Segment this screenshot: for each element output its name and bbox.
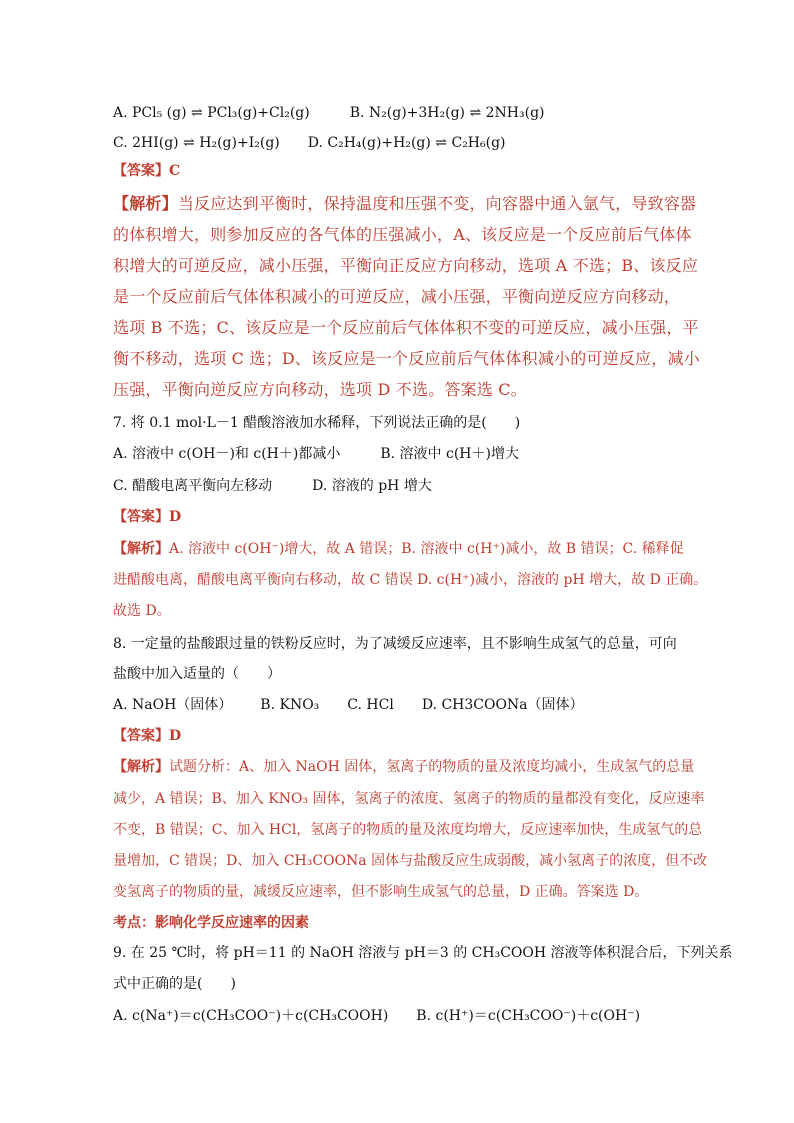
answer-value: D: [169, 728, 182, 744]
explanation-text: 试题分析：A、加入 NaOH 固体，氢离子的物质的量及浓度均减小，生成氢气的总量: [169, 759, 695, 775]
explanation-tag: 【解析】: [113, 759, 169, 775]
q6-expl-line-5: 衡不移动，选项 C 选；D、该反应是一个反应前后气体体积减小的可逆反应，减小: [113, 349, 700, 368]
q8-option-a: A. NaOH（固体）: [113, 697, 233, 713]
q6-expl-line-0: [113, 196, 696, 212]
q9-stem-line-2: 式中正确的是( ): [113, 976, 236, 992]
q8-expl-line-1: 减少，A 错误；B、加入 KNO₃ 固体，氢离子的浓度、氢离子的物质的量都没有变化，反应速率: [113, 791, 705, 807]
answer-value: C: [169, 163, 181, 179]
q9-stem-line-1: 9. 在 25 ℃时，将 pH＝11 的 NaOH 溶液与 pH＝3 的 CH₃COOH 溶液等体积混合后，下列关系: [113, 945, 733, 961]
q9-option-a: A. c(Na⁺)＝c(CH₃COO⁻)＋c(CH₃COOH): [113, 1008, 389, 1024]
q7-expl-line-2: 故选 D。: [113, 603, 171, 619]
q6-option-c: C. 2HI(g) ⇌ H₂(g)+I₂(g): [113, 135, 280, 151]
q7-option-a: A. 溶液中 c(OH－)和 c(H＋)都减小: [113, 446, 341, 462]
q7-answer: [113, 510, 181, 524]
answer-tag: 【答案】: [113, 728, 169, 744]
q7-option-row-2: [113, 479, 432, 493]
q8-option-c: C. HCl: [347, 697, 394, 713]
explanation-text: A. 溶液中 c(OH⁻)增大，故 A 错误；B. 溶液中 c(H⁺)减小，故 B 错误；C. 稀释促: [169, 541, 684, 557]
q6-expl-line-1: 的体积增大，则参加反应的各气体的压强减小，A、该反应是一个反应前后气体体: [113, 225, 692, 244]
q8-option-d: D. CH3COONa（固体）: [421, 697, 584, 713]
q6-option-b: B. N₂(g)+3H₂(g) ⇌ 2NH₃(g): [349, 105, 545, 121]
explanation-text: 当反应达到平衡时，保持温度和压强不变，向容器中通入氩气，导致容器: [177, 194, 697, 213]
answer-tag: 【答案】: [113, 509, 169, 525]
q6-answer: [113, 164, 180, 178]
q6-option-d: D. C₂H₄(g)+H₂(g) ⇌ C₂H₆(g): [307, 135, 506, 151]
explanation-tag: 【解析】: [113, 194, 178, 213]
answer-tag: 【答案】: [113, 163, 169, 179]
q6-option-a: A. PCl₅ (g) ⇌ PCl₃(g)+Cl₂(g): [113, 105, 310, 121]
q8-stem-line-1: 8. 一定量的盐酸跟过量的铁粉反应时，为了减缓反应速率，且不影响生成氢气的总量，可向: [113, 636, 677, 652]
q6-expl-line-2: 积增大的可逆反应，减小压强，平衡向正反应方向移动，选项 A 不选；B、该反应: [113, 256, 699, 275]
q6-expl-line-3: 是一个反应前后气体体积减小的可逆反应，减小压强，平衡向逆反应方向移动，: [113, 287, 681, 306]
answer-value: D: [169, 509, 182, 525]
q9-option-row: [113, 1009, 640, 1023]
q7-option-row-1: [113, 447, 519, 461]
q7-stem: 7. 将 0.1 mol·L－1 醋酸溶液加水稀释，下列说法正确的是( ): [113, 415, 521, 431]
q6-expl-line-6: 压强，平衡向逆反应方向移动，选项 D 不选。答案选 C。: [113, 380, 527, 399]
q8-option-row: [113, 698, 584, 712]
q8-option-b: B. KNO₃: [260, 697, 320, 713]
q7-option-b: B. 溶液中 c(H＋)增大: [380, 446, 519, 462]
q6-option-row-2: [113, 136, 506, 150]
q8-expl-line-2: 不变，B 错误；C、加入 HCl，氢离子的物质的量及浓度均增大，反应速率加快，生成氢气的总: [113, 822, 703, 838]
q7-expl-line-0: [113, 542, 684, 556]
q8-answer: [113, 729, 181, 743]
explanation-tag: 【解析】: [113, 541, 169, 557]
q7-option-d: D. 溶液的 pH 增大: [312, 478, 432, 494]
q7-option-c: C. 醋酸电离平衡向左移动: [113, 478, 273, 494]
q6-option-row-1: [113, 106, 545, 120]
q8-expl-line-3: 量增加，C 错误；D、加入 CH₃COONa 固体与盐酸反应生成弱酸，减小氢离子的浓度，但不改: [113, 853, 708, 869]
q8-expl-line-4: 变氢离子的物质的量，减缓反应速率，但不影响生成氢气的总量，D 正确。答案选 D。: [113, 884, 649, 900]
q8-stem-line-2: 盐酸中加入适量的（ ）: [113, 666, 281, 682]
q7-expl-line-1: 进醋酸电离，醋酸电离平衡向右移动，故 C 错误 D. c(H⁺)减小，溶液的 pH 增大，故 D 正确。: [113, 572, 708, 588]
q8-kaodian: 考点：影响化学反应速率的因素: [113, 915, 309, 931]
q9-option-b: B. c(H⁺)＝c(CH₃COO⁻)＋c(OH⁻): [416, 1008, 641, 1024]
q8-expl-line-0: [113, 760, 694, 774]
q6-expl-line-4: 选项 B 不选；C、该反应是一个反应前后气体体积不变的可逆反应，减小压强，平: [113, 318, 699, 337]
